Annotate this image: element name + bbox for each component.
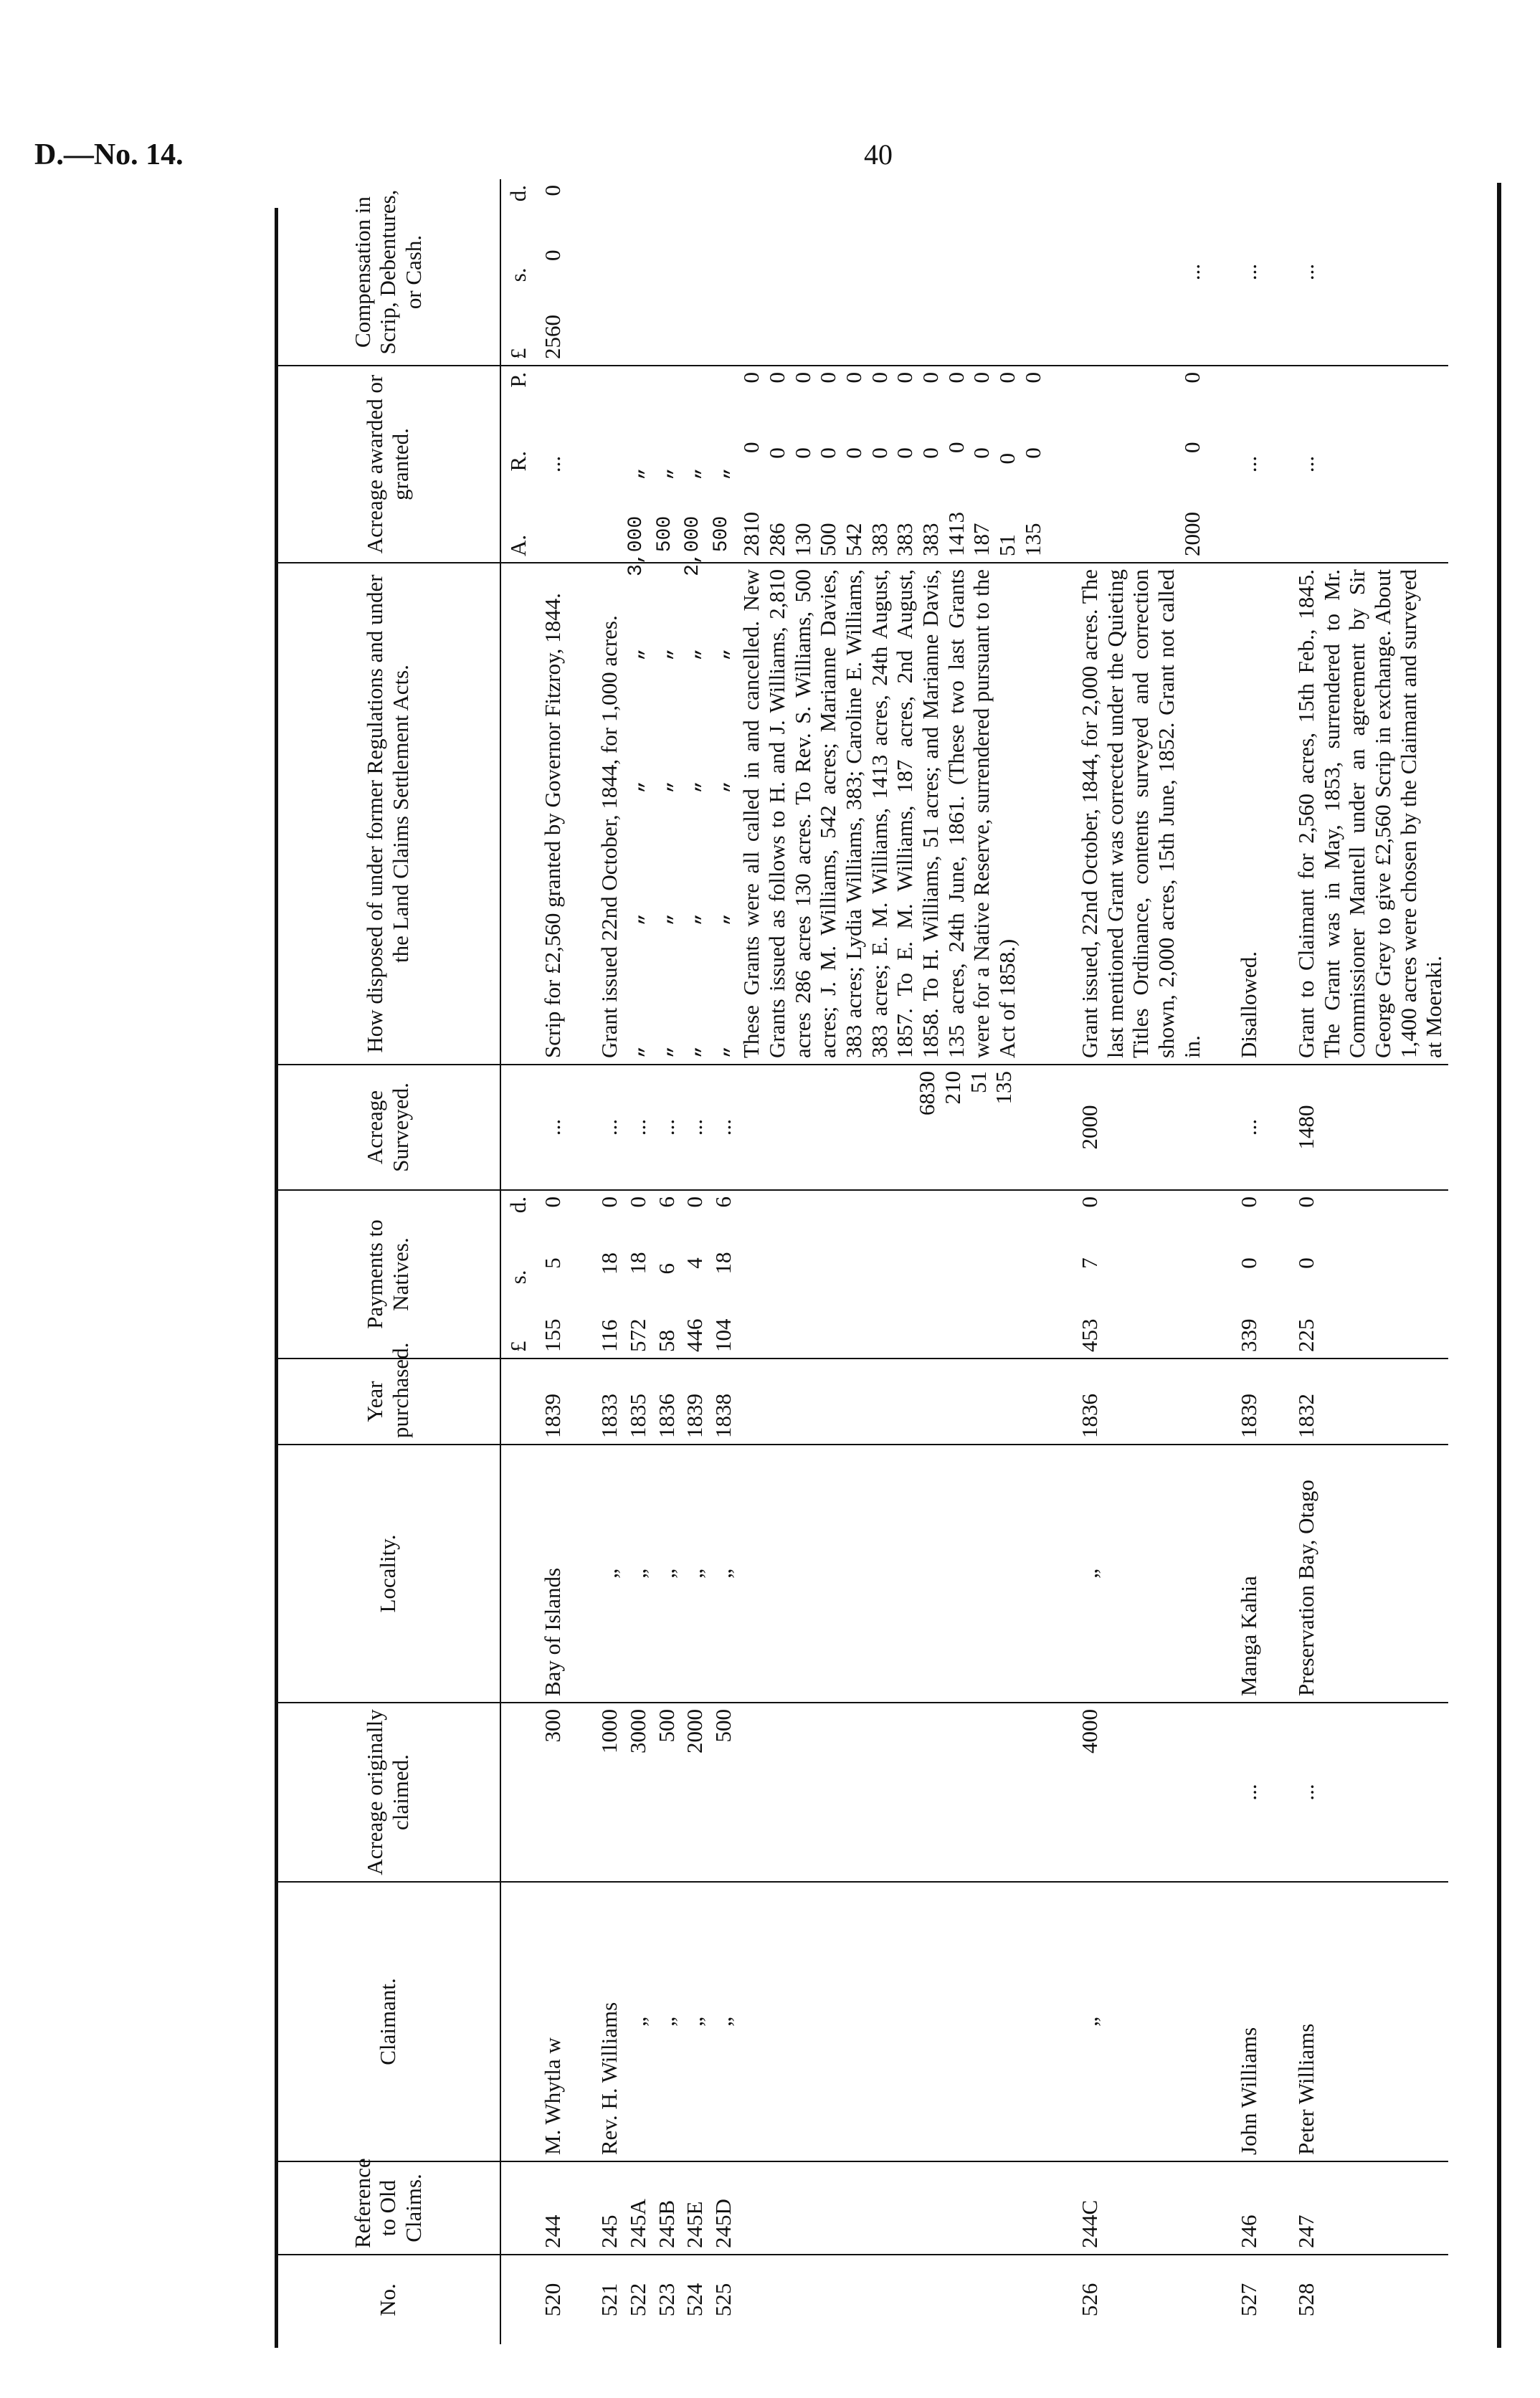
unit-pence: d. — [505, 185, 531, 202]
granted-acres: 2810 — [738, 512, 764, 556]
pay-shillings: 7 — [1077, 1257, 1103, 1269]
pay-pounds: 225 — [1293, 1318, 1319, 1352]
acreage-claimed: 500 — [709, 1703, 738, 1882]
col-no: No. — [276, 2255, 500, 2344]
old-ref: 246 — [1235, 2161, 1263, 2255]
pay-pounds: 339 — [1236, 1318, 1262, 1352]
granted-roods: 0 — [1019, 447, 1045, 459]
granted-perches: 0 — [815, 372, 841, 384]
granted-perches: 0 — [969, 372, 994, 384]
unit-shillings: s. — [505, 1270, 531, 1285]
surveyed-value: 210 — [940, 1071, 966, 1105]
pay-shillings: 4 — [682, 1257, 708, 1269]
unit-pence: d. — [505, 1196, 531, 1214]
granted-perches: 0 — [764, 372, 790, 384]
unit-acres: A. — [505, 534, 531, 556]
granted-roods: 0 — [841, 447, 867, 459]
locality: „ — [624, 1445, 652, 1703]
how-disposed: „ „ „ „ 500 „ — [709, 563, 738, 1065]
claim-no: 523 — [652, 2255, 681, 2344]
surveyed-value: 6830 — [914, 1071, 940, 1115]
surveyed-value: 51 — [965, 1071, 991, 1093]
claim-no: 528 — [1292, 2255, 1448, 2344]
table-row-525-regrants — [737, 179, 1047, 2344]
granted-perches: 0 — [892, 372, 918, 384]
claim-no: 524 — [680, 2255, 709, 2344]
locality: „ — [595, 1445, 624, 1703]
acreage-claimed: 3000 — [624, 1703, 652, 1882]
granted-acreage-entry — [841, 372, 867, 556]
old-ref: 247 — [1292, 2161, 1448, 2255]
pay-pounds: 572 — [624, 1318, 650, 1352]
pay-pounds: 116 — [596, 1319, 622, 1352]
locality: „ — [652, 1445, 681, 1703]
acreage-surveyed: ... — [538, 1065, 567, 1190]
granted-acres: 542 — [841, 523, 867, 556]
claimant: John Williams — [1235, 1882, 1263, 2161]
granted-roods: 0 — [738, 442, 764, 453]
unit-perches: P. — [505, 372, 531, 388]
granted-acres: 135 — [1019, 523, 1045, 556]
granted-acres: 187 — [969, 523, 994, 556]
how-disposed: Grant issued, 22nd October, 1844, for 2,000 acres. The last mentioned Grant was corrected under the Quieting Titles Ordinance, contents surveyed and correction shown, 2,000 acres, 15th June, 1852. Grant not called in. — [1075, 563, 1206, 1065]
acreage-surveyed: ... — [595, 1065, 624, 1190]
acreage-surveyed: ... — [1235, 1065, 1263, 1190]
compensation: ... — [1293, 263, 1319, 281]
acreage-surveyed: ... — [624, 1065, 652, 1190]
pay-shillings: 0 — [1293, 1257, 1319, 1269]
locality: „ — [1075, 1445, 1206, 1703]
year: 1835 — [624, 1359, 652, 1445]
granted-roods: 0 — [866, 447, 892, 459]
col-how-disposed: How disposed of under former Regulations and under the Land Claims Settlement Acts. — [276, 563, 500, 1065]
acreage-claimed: ... — [1292, 1703, 1448, 1882]
acreage-granted: ... — [1292, 366, 1448, 563]
regrant-note: These Grants were all called in and cancelled. New Grants issued as follows to H. and J. Williams, 2,810 acres 286 acres 130 acres. To Rev. S. Williams, 500 acres; J. M. Williams, 542 acres; Marianne Davies, 383 acres; Lydia Williams, 383; Caroline E. Williams, 383 acres; E. M. Williams, 1413 acres, 24th August, 1857. To E. M. Williams, 187 acres, 2nd August, 1858. To H. Williams, 51 acres; and Marianne Davis, 135 acres, 24th June, 1861. (These two last Grants were for a Native Reserve, surrendered pursuant to the Act of 1858.) — [737, 563, 1047, 1065]
unit-shillings: s. — [505, 267, 531, 282]
pay-pence: 0 — [596, 1196, 622, 1208]
locality: Manga Kahia — [1235, 1445, 1263, 1703]
pay-pence: 0 — [624, 1196, 650, 1208]
old-ref: 245B — [652, 2161, 681, 2255]
comp-pence: 0 — [539, 185, 565, 196]
granted-perches: 0 — [943, 372, 969, 384]
year: 1836 — [1075, 1359, 1206, 1445]
old-ref: 245D — [709, 2161, 738, 2255]
how-disposed: Disallowed. — [1235, 563, 1263, 1065]
col-locality: Locality. — [276, 1445, 500, 1703]
granted-roods: 0 — [994, 453, 1019, 465]
locality: „ — [709, 1445, 738, 1703]
page-number: 40 — [864, 138, 893, 171]
claimant: „ — [680, 1882, 709, 2161]
pay-shillings: 18 — [596, 1252, 622, 1275]
regrant-acreage-list — [737, 366, 1047, 563]
surveyed-value: 135 — [991, 1071, 1017, 1105]
row-spacer — [566, 179, 595, 2344]
pay-pounds: 104 — [710, 1318, 736, 1352]
pay-pounds: 58 — [653, 1330, 679, 1352]
granted-roods: 0 — [917, 447, 943, 459]
granted-roods: 0 — [815, 447, 841, 459]
row-spacer — [1047, 179, 1075, 2344]
old-ref: 245 — [595, 2161, 624, 2255]
granted-roods: 0 — [789, 447, 815, 459]
granted-acres: 383 — [892, 523, 918, 556]
granted-acreage-entry — [790, 372, 816, 556]
claimant: „ — [652, 1882, 681, 2161]
granted-perches: 0 — [866, 372, 892, 384]
pay-pounds: 155 — [539, 1318, 565, 1352]
how-disposed: Grant to Claimant for 2,560 acres, 15th Feb., 1845. The Grant was in May, 1853, surrendered to Mr. Commissioner Mantell under an agreement by Sir George Grey to give £2,560 Scrip in exchange. About 1,400 acres were chosen by the Claimant and surveyed at Moeraki. — [1292, 563, 1448, 1065]
acreage-surveyed: ... — [652, 1065, 681, 1190]
acreage-claimed: 300 — [538, 1703, 567, 1882]
claimant: „ — [709, 1882, 738, 2161]
year: 1838 — [709, 1359, 738, 1445]
granted-acreage-entry — [764, 372, 790, 556]
row-spacer — [1263, 179, 1292, 2344]
compensation: ... — [1179, 263, 1204, 281]
table-row-524 — [680, 179, 709, 2344]
comp-shillings: 0 — [539, 249, 565, 261]
granted-perches: 0 — [841, 372, 867, 384]
units-row — [500, 179, 538, 2344]
acreage-surveyed: 1480 — [1292, 1065, 1448, 1190]
unit-roods: R. — [505, 451, 531, 472]
pay-pence: 0 — [1236, 1196, 1262, 1208]
how-disposed: „ „ „ „ 2,000 „ — [680, 563, 709, 1065]
claim-no: 527 — [1235, 2255, 1263, 2344]
pay-shillings: 5 — [539, 1257, 565, 1269]
granted-acres: 383 — [866, 523, 892, 556]
acreage-claimed: 4000 — [1075, 1703, 1206, 1882]
unit-pounds: £ — [505, 348, 531, 359]
claims-table-rotated — [276, 179, 1502, 2344]
granted-acres: 51 — [994, 534, 1019, 556]
year: 1836 — [652, 1359, 681, 1445]
granted-acres: 286 — [764, 523, 790, 556]
how-disposed: Grant issued 22nd October, 1844, for 1,000 acres. — [595, 563, 624, 1065]
locality: Bay of Islands — [538, 1445, 567, 1703]
claimant: „ — [624, 1882, 652, 2161]
granted-acreage-entry — [738, 372, 764, 556]
old-ref: 245A — [624, 2161, 652, 2255]
pay-pounds: 453 — [1077, 1318, 1103, 1352]
granted-acres: 383 — [917, 523, 943, 556]
granted-perches: 0 — [994, 372, 1019, 384]
locality: „ — [680, 1445, 709, 1703]
granted-acreage-entry — [944, 372, 969, 556]
claimant: Peter Williams — [1292, 1882, 1448, 2161]
table-row-520 — [538, 179, 567, 2344]
granted-roods: 0 — [969, 447, 994, 459]
pay-shillings: 18 — [710, 1252, 736, 1275]
comp-pounds: 2560 — [539, 315, 565, 359]
granted-acreage-entry — [815, 372, 841, 556]
table-row-527 — [1235, 179, 1263, 2344]
claimant: Rev. H. Williams — [595, 1882, 624, 2161]
col-old-ref: Reference to Old Claims. — [276, 2161, 500, 2255]
table-row-526 — [1075, 179, 1206, 2344]
claim-no: 520 — [538, 2255, 567, 2344]
col-acreage-granted: Acreage awarded or granted. — [276, 366, 500, 563]
granted-acres: 2000 — [1179, 512, 1204, 556]
header-row — [276, 179, 500, 2344]
pay-shillings: 0 — [1236, 1257, 1262, 1269]
granted-acres: 500 — [815, 523, 841, 556]
year: 1839 — [538, 1359, 567, 1445]
pay-pence: 0 — [539, 1196, 565, 1208]
land-claims-table — [276, 179, 1448, 2344]
locality: Preservation Bay, Otago — [1292, 1445, 1448, 1703]
granted-perches: 0 — [917, 372, 943, 384]
granted-perches: 0 — [1179, 372, 1204, 384]
old-ref: 245E — [680, 2161, 709, 2255]
old-ref: 244C — [1075, 2161, 1206, 2255]
pay-pence: 6 — [653, 1196, 679, 1208]
granted-acres: 1413 — [943, 512, 969, 556]
old-ref: 244 — [538, 2161, 567, 2255]
col-acreage-claimed: Acreage originally claimed. — [276, 1703, 500, 1882]
acreage-surveyed: ... — [680, 1065, 709, 1190]
granted-roods: 0 — [943, 442, 969, 453]
how-disposed: „ „ „ „ 3,000 „ — [624, 563, 652, 1065]
pay-pence: 0 — [682, 1196, 708, 1208]
year: 1839 — [1235, 1359, 1263, 1445]
acreage-granted: ... — [1235, 366, 1263, 563]
acreage-claimed: 500 — [652, 1703, 681, 1882]
table-row-523 — [652, 179, 681, 2344]
claim-no: 526 — [1075, 2255, 1206, 2344]
acreage-claimed: ... — [1235, 1703, 1263, 1882]
col-claimant: Claimant. — [276, 1882, 500, 2161]
acreage-claimed: 2000 — [680, 1703, 709, 1882]
year: 1839 — [680, 1359, 709, 1445]
granted-acreage-entry — [1020, 372, 1046, 556]
granted-acreage-entry — [892, 372, 918, 556]
claim-no: 525 — [709, 2255, 738, 2344]
table-row-522 — [624, 179, 652, 2344]
unit-pounds: £ — [505, 1341, 531, 1352]
acreage-surveyed: 2000 — [1075, 1065, 1206, 1190]
claimant: M. Whytla w — [538, 1882, 567, 2161]
granted-acres: 130 — [789, 523, 815, 556]
year: 1832 — [1292, 1359, 1448, 1445]
granted-perches: 0 — [738, 372, 764, 384]
acreage-granted: ... — [538, 366, 567, 563]
acreage-surveyed: ... — [709, 1065, 738, 1190]
claim-no: 522 — [624, 2255, 652, 2344]
pay-pence: 0 — [1077, 1196, 1103, 1208]
col-year: Year purchased. — [276, 1359, 500, 1445]
how-disposed: „ „ „ „ 500 „ — [652, 563, 681, 1065]
granted-acreage-entry — [969, 372, 994, 556]
document-reference: D.—No. 14. — [34, 138, 184, 171]
granted-acreage-entry — [918, 372, 944, 556]
col-acreage-surveyed: Acreage Surveyed. — [276, 1065, 500, 1190]
claimant: „ — [1075, 1882, 1206, 2161]
granted-roods: 0 — [1179, 442, 1204, 453]
table-row-528 — [1292, 179, 1448, 2344]
acreage-claimed: 1000 — [595, 1703, 624, 1882]
compensation: ... — [1236, 263, 1262, 281]
row-spacer — [1206, 179, 1235, 2344]
col-compensation: Compensation in Scrip, Debentures, or Cash. — [276, 179, 500, 366]
granted-perches: 0 — [1019, 372, 1045, 384]
table-row-525 — [709, 179, 738, 2344]
pay-pence: 0 — [1293, 1196, 1319, 1208]
how-disposed: Scrip for £2,560 granted by Governor Fitzroy, 1844. — [538, 563, 567, 1065]
year: 1833 — [595, 1359, 624, 1445]
pay-shillings: 18 — [624, 1252, 650, 1275]
pay-pence: 6 — [710, 1196, 736, 1208]
granted-roods: 0 — [764, 447, 790, 459]
claim-no: 521 — [595, 2255, 624, 2344]
col-payments: Payments to Natives. — [276, 1190, 500, 1359]
table-row-521 — [595, 179, 624, 2344]
pay-shillings: 6 — [653, 1263, 679, 1275]
granted-acreage-entry — [994, 372, 1020, 556]
pay-pounds: 446 — [682, 1318, 708, 1352]
granted-acreage-entry — [867, 372, 893, 556]
granted-roods: 0 — [892, 447, 918, 459]
granted-perches: 0 — [789, 372, 815, 384]
